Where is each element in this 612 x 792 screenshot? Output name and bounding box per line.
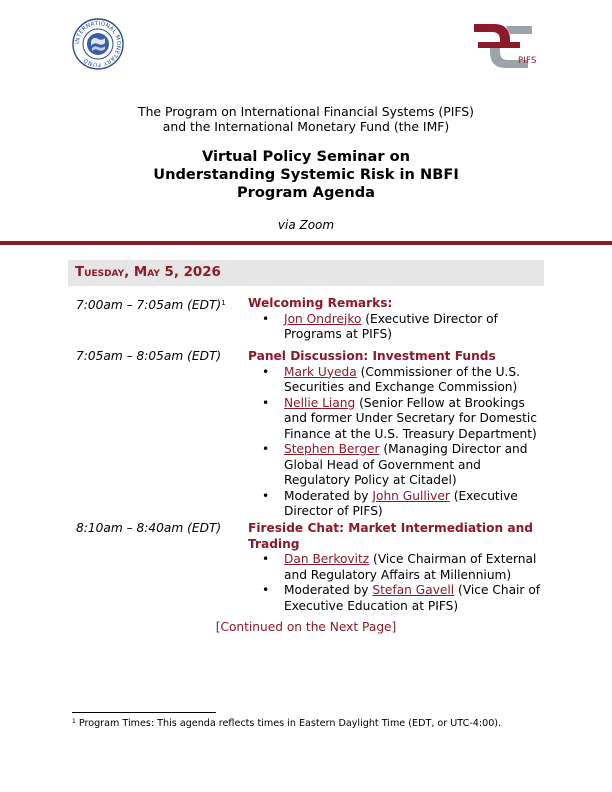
organizer-line-1: The Program on International Financial Systems (PIFS)	[138, 104, 474, 119]
speaker-link[interactable]: Nellie Liang	[284, 395, 356, 410]
session-title: Fireside Chat: Market Intermediation and Trading	[248, 521, 534, 551]
session-title: Panel Discussion: Investment Funds	[248, 349, 496, 363]
imf-seal-logo	[72, 18, 124, 70]
imf-seal-text: INTERNATIONAL MONETARY FUND	[74, 20, 122, 68]
moderator-link[interactable]: Stefan Gavell	[372, 583, 455, 597]
title-line-1: Virtual Policy Seminar on	[201, 148, 411, 165]
footnote-text: Program Times: This agenda reflects times in Eastern Daylight Time (EDT, or UTC-4:00).	[75, 718, 502, 729]
moderator-prefix: Moderated by	[284, 488, 373, 503]
speaker-link[interactable]: Mark Uyeda	[284, 364, 357, 379]
speaker-item	[248, 552, 548, 583]
day-header	[68, 260, 544, 286]
session-time: 8:10am – 8:40am (EDT)	[76, 521, 222, 535]
speaker-link[interactable]: Dan Berkovitz	[284, 552, 370, 566]
moderator-link[interactable]: John Gulliver	[372, 488, 450, 503]
moderator-item	[248, 583, 548, 614]
organizer-line	[0, 104, 612, 134]
footnote-mark: 1	[72, 718, 76, 725]
footnote	[72, 718, 501, 729]
title-line-3: Program Agenda	[236, 184, 376, 201]
moderator-description: (Executive Director of PIFS)	[284, 488, 518, 518]
pifs-logo-text: PIFS	[518, 56, 537, 66]
speaker-item	[248, 312, 548, 343]
venue-subtitle: via Zoom	[277, 218, 335, 232]
speaker-description: (Vice Chairman of External and Regulatory Affairs at Millennium)	[284, 552, 537, 582]
header-divider	[0, 241, 612, 245]
moderator-item	[248, 489, 548, 520]
speaker-description: (Commissioner of the U.S. Securities and Exchange Commission)	[284, 364, 521, 394]
session-time	[76, 296, 226, 314]
title-line-2: Understanding Systemic Risk in NBFI	[153, 166, 459, 183]
speaker-item	[248, 396, 548, 443]
organizer-line-2: and the International Monetary Fund (the IMF)	[162, 119, 450, 134]
footnote-ref[interactable]: 1	[221, 299, 226, 307]
speaker-description: (Executive Director of Programs at PIFS)	[284, 311, 498, 341]
session-time-text: 7:00am – 7:05am (EDT)	[76, 298, 222, 312]
speaker-link[interactable]: Stephen Berger	[284, 442, 380, 456]
speaker-item	[248, 365, 548, 396]
document-title	[0, 148, 612, 202]
speaker-description: (Senior Fellow at Brookings and former Under Secretary for Domestic Finance at the U.S. Treasury Department)	[284, 395, 537, 441]
continued-notice: [Continued on the Next Page]	[215, 620, 397, 634]
speaker-link[interactable]: Jon Ondrejko	[284, 311, 362, 326]
day-label: Tuesday, May 5, 2026	[75, 265, 221, 280]
footnote-divider	[72, 712, 216, 713]
pifs-logo	[470, 20, 542, 72]
moderator-description: (Vice Chair of Executive Education at PIFS)	[284, 583, 541, 613]
session-title: Welcoming Remarks:	[248, 296, 393, 310]
speaker-description: (Managing Director and Global Head of Government and Regulatory Policy at Citadel)	[284, 442, 528, 487]
session-time: 7:05am – 8:05am (EDT)	[76, 349, 222, 363]
speaker-item	[248, 442, 548, 489]
moderator-prefix: Moderated by	[284, 583, 373, 597]
